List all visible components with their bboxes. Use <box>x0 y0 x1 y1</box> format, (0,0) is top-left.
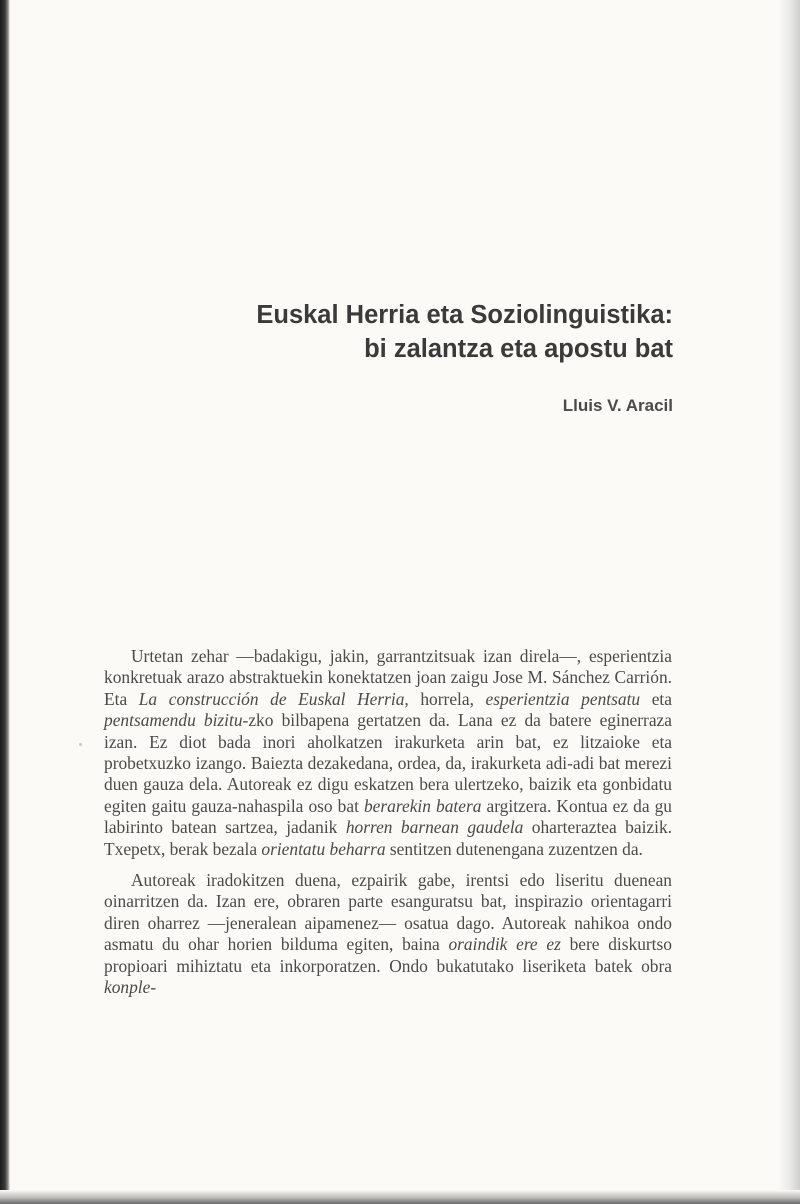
chapter-title-line-1: Euskal Herria eta Soziolinguistika: <box>256 301 673 329</box>
author-name: Lluis V. Aracil <box>562 396 673 415</box>
p1-italic-5: horren barnean gaudela <box>345 817 524 838</box>
paragraph-1 <box>104 646 672 860</box>
p1-text-6: oharteraztea baizik. Txepetx, berak bezala <box>104 817 672 859</box>
page-right-edge <box>778 0 800 1204</box>
p1-text-3: eta <box>640 688 672 709</box>
p1-italic-4: berarekin batera <box>363 795 482 816</box>
body-text <box>104 646 672 999</box>
page-left-edge <box>0 0 10 1204</box>
p1-text-1: Urtetan zehar —badakigu, jakin, garrantzitsuak izan direla—, esperientzia konkretuak arazo abstraktuekin konektatzen joan zaigu Jose M. Sánchez Carrión. Eta <box>104 646 672 709</box>
chapter-title-line-2: bi zalantza eta apostu bat <box>364 335 673 363</box>
page-bottom-edge <box>0 1190 800 1204</box>
p1-italic-3: pentsamendu bizitu <box>104 710 243 731</box>
paragraph-2 <box>104 870 672 998</box>
p2-text-2: bere diskurtso propioari mihiztatu eta inkorporatzen. Ondo bukatutako liseriketa batek obra <box>104 934 672 976</box>
p1-italic-6: orientatu beharra <box>261 838 386 859</box>
p1-text-4: -zko bilbapena gertatzen da. Lana ez da batere eginerraza izan. Ez diot bada inori aholkatzen irakurketa arin bat, ez litzaioke eta probetxuzko izango. Baiezta dezakedana, ordea, da, irakurketa adi-adi bat merezi duen gauza dela. Autoreak ez digu eskatzen bera ulertzeko, baizik eta gonbidatu egiten gaitu gauza-nahaspila oso bat <box>104 710 672 816</box>
p2-text-1: Autoreak iradokitzen duena, ezpairik gabe, irentsi edo liseritu duenean oinarritzen da. Izan ere, obraren parte esanguratsu bat, inspirazio orientagarri diren oharrez —jeneralean aipamenez— osatua dago. Autoreak nahikoa ondo asmatu du ohar horien bilduma egiten, baina <box>104 870 672 955</box>
scan-speck <box>79 743 82 746</box>
p1-text-5: argitzera. Kontua ez da gu labirinto batean sartzea, jadanik <box>104 795 673 838</box>
chapter-title <box>256 298 673 366</box>
p2-italic-1: oraindik ere ez <box>448 934 561 955</box>
p2-italic-2: konple- <box>104 977 157 998</box>
p1-text-2: horrela, <box>408 688 486 709</box>
p1-italic-2: esperientzia pentsatu <box>485 688 641 709</box>
p1-text-7: sentitzen dutenengana zuzentzen da. <box>385 838 643 859</box>
p1-italic-1: La construcción de Euskal Herria, <box>138 688 409 709</box>
